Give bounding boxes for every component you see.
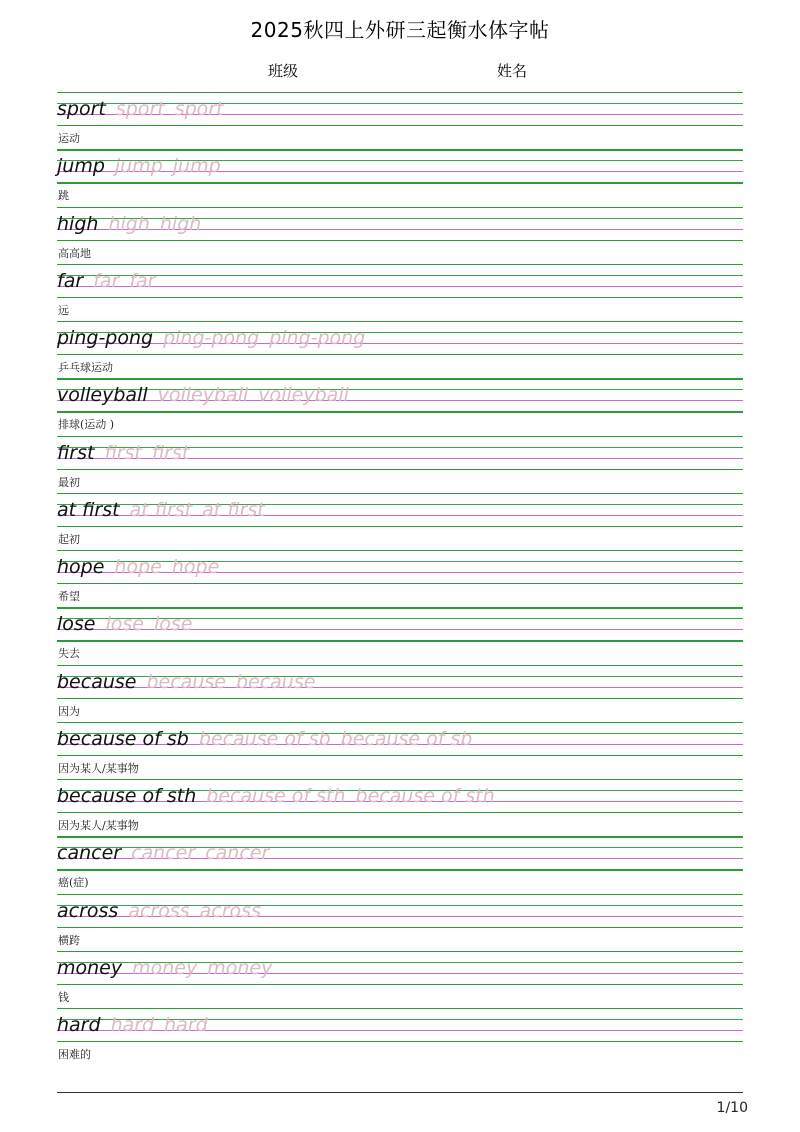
guide-line-upper <box>57 275 743 276</box>
word-line <box>57 670 315 694</box>
vocab-word: first <box>57 441 95 464</box>
trace-word: hard <box>110 1014 155 1036</box>
vocab-word: because of sth <box>57 785 197 807</box>
guide-line-top <box>57 779 743 780</box>
vocab-word: volleyball <box>57 384 148 407</box>
guide-line-bottom <box>57 182 743 183</box>
word-line <box>57 498 265 522</box>
guide-line-bottom <box>57 812 743 813</box>
trace-word: lose <box>105 613 144 636</box>
word-line <box>57 555 219 579</box>
guide-line-top <box>57 493 743 494</box>
word-meaning: 困难的 <box>58 1048 91 1061</box>
word-meaning: 钱 <box>58 990 69 1004</box>
guide-line-bottom <box>57 698 743 699</box>
vocab-word: lose <box>57 613 96 636</box>
practice-row <box>57 1008 743 1065</box>
guide-line-top <box>57 207 743 208</box>
guide-line-bottom <box>57 240 743 241</box>
word-meaning: 运动 <box>58 132 80 145</box>
guide-line-baseline <box>57 286 743 287</box>
vocab-word: high <box>57 212 99 235</box>
word-meaning: 横跨 <box>58 933 80 947</box>
guide-line-top <box>57 550 743 551</box>
practice-row <box>57 550 743 607</box>
class-label: 班级 <box>268 62 299 80</box>
word-meaning: 癌(症) <box>58 876 89 890</box>
vocab-word: sport <box>57 98 106 120</box>
trace-word: across <box>199 899 261 922</box>
guide-line-bottom <box>57 354 743 355</box>
guide-line-bottom <box>57 297 743 298</box>
trace-word: sport <box>115 98 165 120</box>
practice-row <box>57 92 743 149</box>
vocab-word: hope <box>57 556 105 578</box>
trace-word: hope <box>114 556 162 578</box>
word-line <box>57 841 269 865</box>
vocab-word: ping-pong <box>57 327 154 349</box>
practice-row <box>57 436 743 493</box>
word-meaning: 乒乓球运动 <box>58 361 113 374</box>
guide-line-top <box>57 321 743 322</box>
trace-word: first <box>104 441 142 464</box>
word-meaning: 起初 <box>58 532 80 546</box>
trace-word: volleyball <box>157 384 249 407</box>
word-line <box>57 899 261 923</box>
practice-row <box>57 779 743 836</box>
trace-word: hope <box>171 556 220 578</box>
practice-row <box>57 607 743 664</box>
vocab-word: money <box>57 956 123 979</box>
guide-line-top <box>57 92 743 93</box>
vocab-word: far <box>57 269 84 292</box>
guide-line-top <box>57 607 743 608</box>
guide-line-bottom <box>57 411 743 412</box>
trace-word: because of sb <box>340 727 473 750</box>
page-number: 1/10 <box>716 1100 748 1116</box>
practice-rows <box>57 92 743 1065</box>
trace-word: volleyball <box>258 384 349 407</box>
trace-word: because of sb <box>198 727 331 750</box>
practice-row <box>57 149 743 206</box>
practice-row <box>57 264 743 321</box>
trace-word: across <box>128 899 190 922</box>
trace-word: hard <box>164 1014 208 1036</box>
trace-word: ping-pong <box>163 327 260 349</box>
guide-line-bottom <box>57 755 743 756</box>
word-line <box>57 727 472 751</box>
practice-row <box>57 378 743 435</box>
trace-word: sport <box>174 98 224 120</box>
trace-word: ping-pong <box>269 327 366 349</box>
vocab-word: cancer <box>57 842 122 865</box>
practice-row <box>57 207 743 264</box>
trace-word: jump <box>114 155 163 178</box>
vocab-word: across <box>57 899 119 922</box>
practice-row <box>57 836 743 893</box>
word-line <box>57 154 221 178</box>
trace-word: high <box>159 212 202 235</box>
word-line <box>57 441 189 465</box>
guide-line-bottom <box>57 927 743 928</box>
word-meaning: 失去 <box>58 647 80 661</box>
trace-word: money <box>207 956 273 979</box>
trace-word: because <box>235 670 316 693</box>
guide-line-top <box>57 894 743 895</box>
trace-word: money <box>132 956 198 979</box>
guide-line-bottom <box>57 526 743 527</box>
trace-word: first <box>151 441 190 464</box>
trace-word: far <box>129 269 156 292</box>
guide-line-top <box>57 436 743 437</box>
guide-line-top <box>57 149 743 150</box>
guide-line-top <box>57 722 743 723</box>
trace-word: lose <box>154 613 193 636</box>
guide-line-top <box>57 264 743 265</box>
guide-line-bottom <box>57 125 743 126</box>
guide-line-top <box>57 836 743 837</box>
word-line <box>57 212 201 236</box>
practice-row <box>57 722 743 779</box>
word-meaning: 排球(运动 ) <box>58 418 115 432</box>
vocab-word: because of sb <box>57 727 189 750</box>
trace-word: cancer <box>131 842 196 865</box>
practice-row <box>57 951 743 1008</box>
guide-line-bottom <box>57 583 743 584</box>
vocab-word: because <box>57 670 137 693</box>
vocab-word: jump <box>57 155 105 178</box>
word-line <box>57 383 349 407</box>
word-line <box>57 1013 208 1037</box>
guide-line-bottom <box>57 869 743 870</box>
trace-word: high <box>108 212 150 235</box>
guide-line-bottom <box>57 469 743 470</box>
trace-word: because <box>146 670 226 693</box>
practice-row <box>57 665 743 722</box>
word-meaning: 因为 <box>58 704 80 718</box>
guide-line-bottom <box>57 1041 743 1042</box>
trace-word: cancer <box>205 842 270 865</box>
practice-row <box>57 493 743 550</box>
word-meaning: 远 <box>58 303 69 317</box>
footer-divider <box>57 1092 743 1093</box>
vocab-word: hard <box>57 1014 101 1036</box>
vocab-word: at first <box>57 498 120 521</box>
guide-line-bottom <box>57 984 743 985</box>
word-line <box>57 326 365 350</box>
guide-line-top <box>57 1008 743 1009</box>
word-line <box>57 97 224 121</box>
word-meaning: 高高地 <box>58 246 91 260</box>
guide-line-top <box>57 951 743 952</box>
name-label: 姓名 <box>497 62 528 80</box>
word-line <box>57 269 155 293</box>
word-meaning: 因为某人/某事物 <box>58 819 139 832</box>
word-meaning: 最初 <box>58 475 80 489</box>
trace-word: because of sth <box>355 785 495 807</box>
practice-row <box>57 894 743 951</box>
word-meaning: 跳 <box>58 189 69 203</box>
word-meaning: 因为某人/某事物 <box>58 761 139 775</box>
trace-word: at first <box>202 498 265 521</box>
guide-line-top <box>57 378 743 379</box>
word-line <box>57 784 495 808</box>
word-line <box>57 956 272 980</box>
practice-row <box>57 321 743 378</box>
trace-word: because of sth <box>206 785 346 807</box>
page-title: 2025秋四上外研三起衡水体字帖 <box>250 18 550 42</box>
trace-word: far <box>93 269 120 292</box>
guide-line-top <box>57 665 743 666</box>
word-meaning: 希望 <box>58 590 80 603</box>
word-line <box>57 612 193 636</box>
guide-line-bottom <box>57 640 743 641</box>
trace-word: jump <box>172 155 221 178</box>
trace-word: at first <box>129 498 193 521</box>
